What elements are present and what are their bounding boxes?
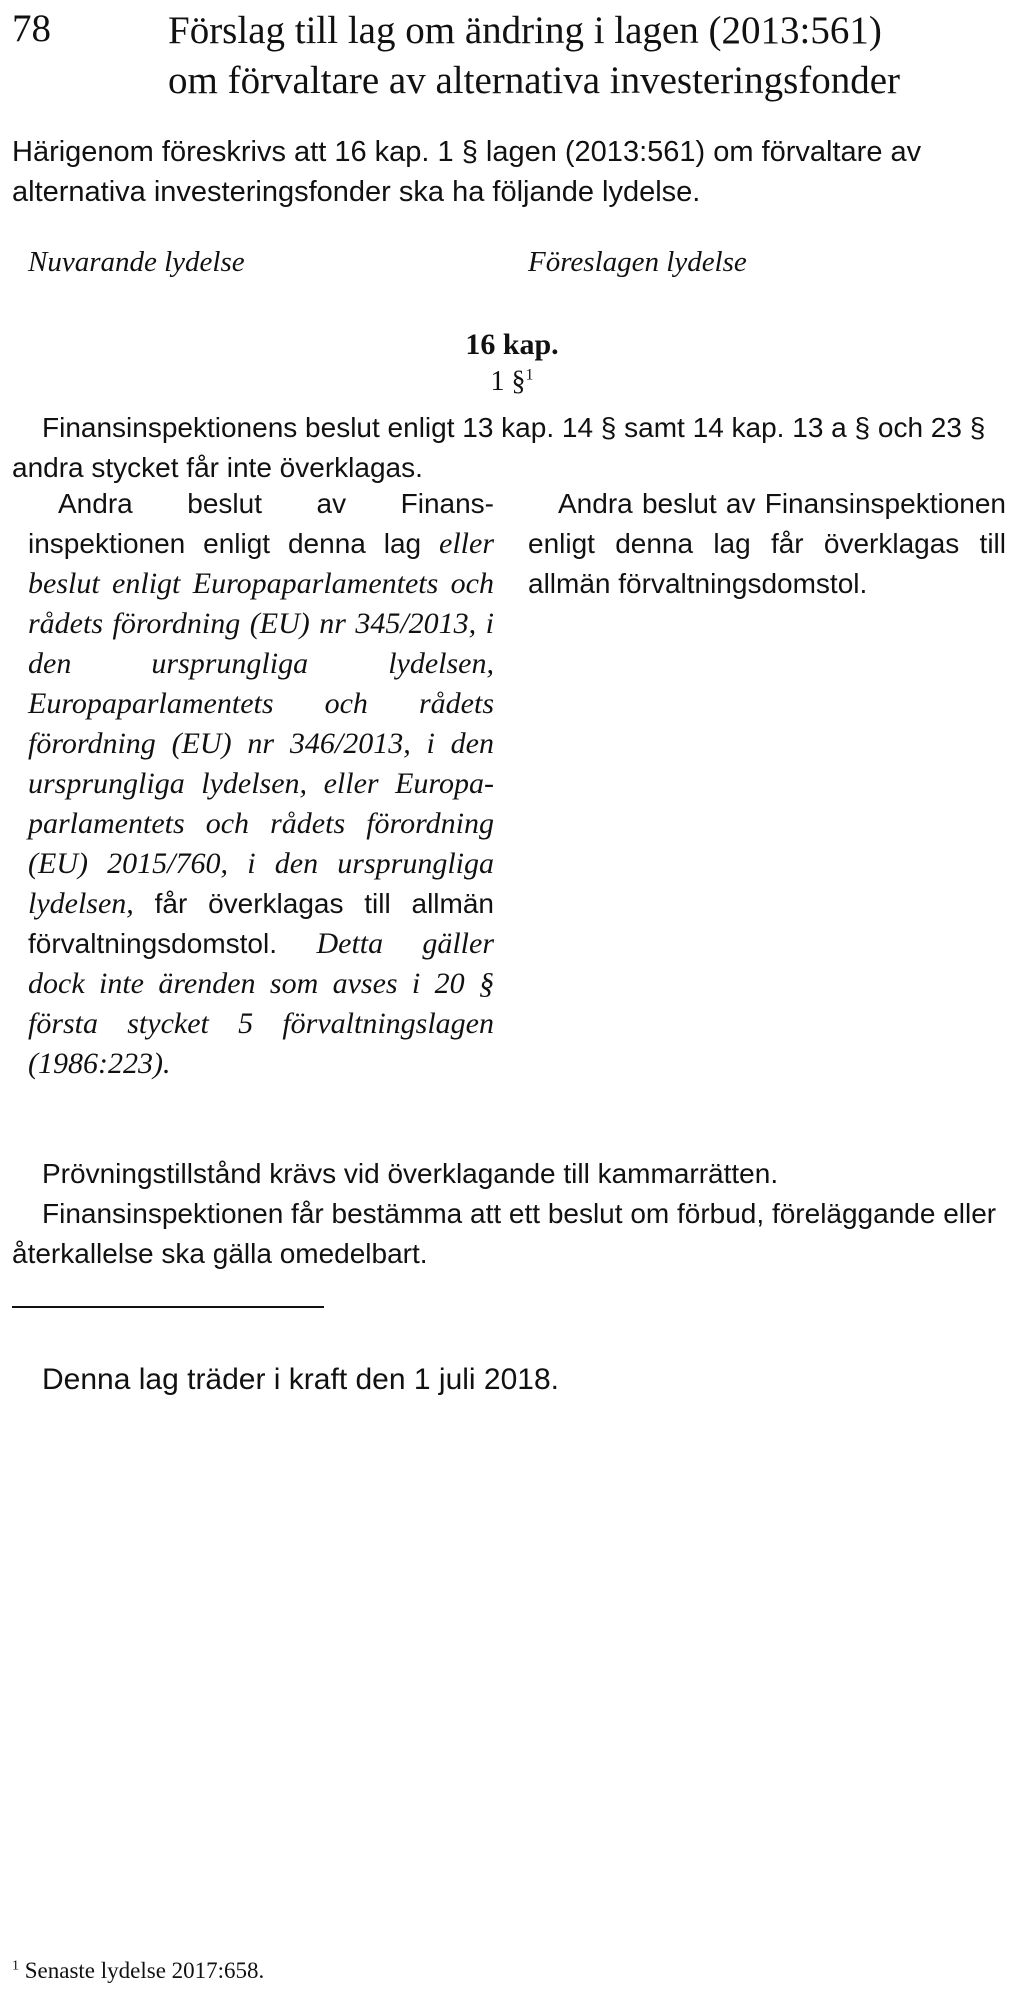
page-number: 78 — [12, 7, 51, 50]
chapter-heading: 16 kap. — [465, 328, 559, 361]
proposed-wording-column: Andra beslut av Finansinspektionen enligt denna lag får överklagas till allmän förvaltningsdomstol. — [528, 488, 1006, 599]
proposed-wording-heading: Föreslagen lydelse — [528, 246, 747, 278]
section-label: 1 § — [490, 366, 526, 397]
page-title — [168, 6, 1008, 106]
paragraph-3: Prövningstillstånd krävs vid överklagande till kammarrätten. — [42, 1158, 779, 1189]
paragraph-1: Finansinspektionens beslut enligt 13 kap. 14 § samt 14 kap. 13 a § och 23 § andra stycket får inte överklagas. — [12, 412, 986, 483]
current-wording-column — [28, 484, 494, 1084]
section-footnote-marker: 1 — [525, 366, 534, 384]
footnote-marker: 1 — [12, 1958, 19, 1974]
title-line-1: Förslag till lag om ändring i lagen (2013:561) — [168, 9, 882, 52]
current-text-3: får överklagas till allmän förvaltningsdomstol. — [28, 888, 494, 959]
current-wording-heading: Nuvarande lydelse — [28, 246, 245, 278]
title-line-2: om förvaltare av alternativa investeringsfonder — [168, 59, 901, 102]
section-heading — [0, 366, 1024, 398]
paragraph-4: Finansinspektionen får bestämma att ett beslut om förbud, föreläggande eller återkallelse ska gälla omedelbart. — [12, 1198, 997, 1269]
current-text-1: Andra beslut av Finansinspektionen enligt denna lag — [28, 488, 494, 559]
current-text-4-italic: Detta gäller dock inte ärenden som avses i 20 § första stycket 5 förvaltningslagen (1986:223). — [28, 927, 494, 1080]
current-text-2-italic: eller beslut enligt Europaparlamentets och rådets förordning (EU) nr 345/2013, i den ursprungliga lydelsen, Europaparlamentets och rådets förordning (EU) nr 346/2013, i den ursprungliga lydelsen, eller Europaparlamentets och rådets förordning (EU) 2015/760, i den ursprungliga lydelsen, — [28, 527, 494, 920]
footnote-text: Senaste lydelse 2017:658. — [24, 1958, 265, 1983]
divider — [12, 1306, 324, 1308]
intro-paragraph: Härigenom föreskrivs att 16 kap. 1 § lagen (2013:561) om förvaltare av alternativa investeringsfonder ska ha följande lydelse. — [12, 136, 922, 208]
footnote — [12, 1958, 264, 1984]
effective-date-text: Denna lag träder i kraft den 1 juli 2018. — [42, 1363, 559, 1396]
